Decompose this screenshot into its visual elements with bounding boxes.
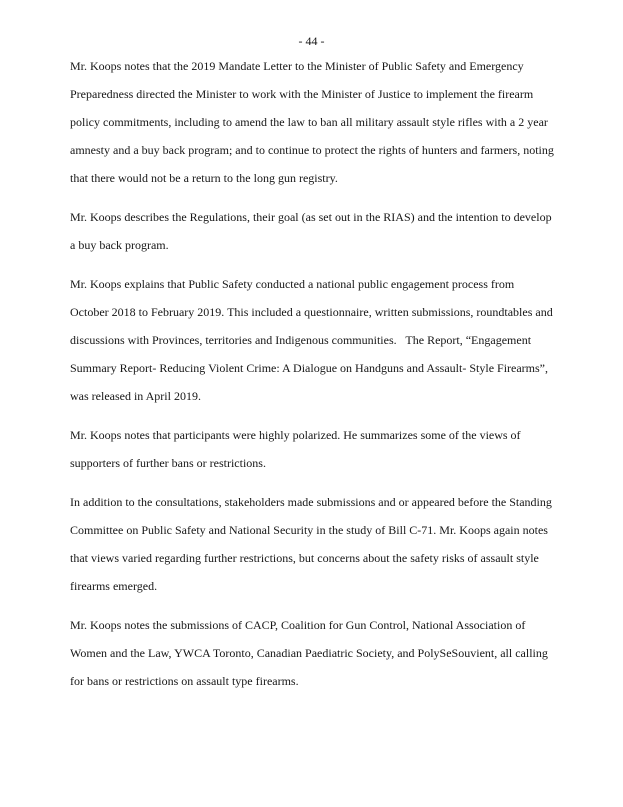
text-line: Committee on Public Safety and National Security in the study of Bill C-71. Mr. Koops again notes [70,523,548,537]
paragraph-standing-committee [70,488,579,600]
text-line: discussions with Provinces, territories and Indigenous communities. The Report, “Engagement [70,333,532,347]
text-line: amnesty and a buy back program; and to continue to protect the rights of hunters and farmers, noting [70,143,554,157]
paragraph-public-engagement [70,270,579,410]
text-line: Mr. Koops notes that the 2019 Mandate Letter to the Minister of Public Safety and Emergency [70,59,524,73]
text-line: Mr. Koops notes the submissions of CACP, Coalition for Gun Control, National Association of [70,618,526,632]
text-line: Mr. Koops notes that participants were highly polarized. He summarizes some of the views of [70,428,521,442]
text-line: that views varied regarding further restrictions, but concerns about the safety risks of assault style [70,551,539,565]
text-line: Mr. Koops explains that Public Safety conducted a national public engagement process from [70,277,515,291]
text-line: Summary Report- Reducing Violent Crime: A Dialogue on Handguns and Assault- Style Firearms”, [70,361,548,375]
text-line: policy commitments, including to amend the law to ban all military assault style rifles with a 2 year [70,115,548,129]
document-body [0,48,623,695]
text-line: supporters of further bans or restrictions. [70,456,266,470]
text-line: firearms emerged. [70,579,158,593]
text-line: was released in April 2019. [70,389,201,403]
paragraph-stakeholder-submissions [70,611,579,695]
paragraph-mandate-letter [70,52,579,192]
text-line: a buy back program. [70,238,169,252]
text-line: that there would not be a return to the long gun registry. [70,171,338,185]
paragraph-regulations-goal [70,203,579,259]
text-line: Women and the Law, YWCA Toronto, Canadian Paediatric Society, and PolySeSouvient, all calling [70,646,548,660]
text-line: October 2018 to February 2019. This included a questionnaire, written submissions, roundtables and [70,305,553,319]
text-line: for bans or restrictions on assault type firearms. [70,674,299,688]
text-line: Preparedness directed the Minister to work with the Minister of Justice to implement the firearm [70,87,534,101]
page-number: - 44 - [298,34,325,48]
text-line: In addition to the consultations, stakeholders made submissions and or appeared before the Standing [70,495,552,509]
text-line: Mr. Koops describes the Regulations, their goal (as set out in the RIAS) and the intention to develop [70,210,552,224]
paragraph-participants-polarized [70,421,579,477]
